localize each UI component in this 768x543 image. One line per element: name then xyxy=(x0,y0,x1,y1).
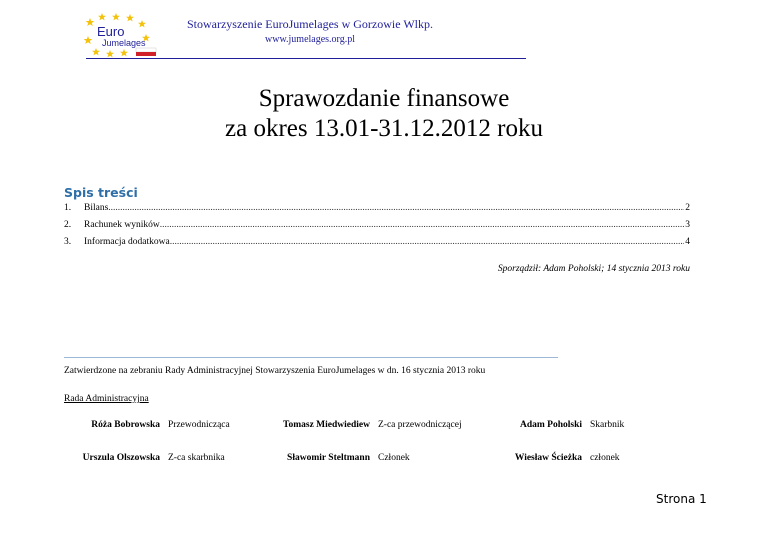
toc-entry-page: 4 xyxy=(685,237,690,247)
member-name: Sławomir Steltmann xyxy=(287,453,370,463)
member-role: Przewodnicząca xyxy=(168,420,230,430)
member-name: Urszula Olszowska xyxy=(82,453,160,463)
toc-entry-page: 3 xyxy=(685,220,690,230)
member-name: Tomasz Miedwiediew xyxy=(283,420,370,430)
toc-heading: Spis treści xyxy=(64,185,138,200)
council-member xyxy=(250,453,410,463)
toc-leader-dots xyxy=(108,203,684,213)
header-divider xyxy=(86,58,526,59)
document-period: za okres 13.01-31.12.2012 roku xyxy=(225,115,543,142)
toc-entry-number: 1. xyxy=(64,203,72,213)
table-of-contents xyxy=(64,203,690,254)
toc-entry-number: 2. xyxy=(64,220,72,230)
flag-red-stripe xyxy=(136,52,156,56)
member-name: Róża Bobrowska xyxy=(91,420,160,430)
logo-text-euro: Euro xyxy=(97,24,125,39)
flag-white-stripe xyxy=(136,48,156,52)
toc-entry-number: 3. xyxy=(64,237,72,247)
member-role: Z-ca skarbnika xyxy=(168,453,225,463)
council-member xyxy=(490,420,624,430)
section-divider xyxy=(64,357,558,358)
eurojumelages-logo xyxy=(84,12,160,58)
toc-entry-title: Informacja dodatkowa xyxy=(84,237,170,247)
organization-website[interactable]: www.jumelages.org.pl xyxy=(265,34,355,45)
approval-statement: Zatwierdzone na zebraniu Rady Administracyjnej Stowarzyszenia EuroJumelages w dn. 16 stycznia 2013 roku xyxy=(64,366,486,376)
toc-entry-title: Bilans xyxy=(84,203,109,213)
member-role: Członek xyxy=(378,453,410,463)
prepared-by-note: Sporządził: Adam Poholski; 14 stycznia 2013 roku xyxy=(497,264,690,274)
member-role: Z-ca przewodniczącej xyxy=(378,420,462,430)
logo-text-jumelages: Jumelages xyxy=(102,38,146,48)
council-member xyxy=(250,420,462,430)
document-title: Sprawozdanie finansowe xyxy=(258,85,510,112)
toc-entry[interactable] xyxy=(64,237,690,254)
council-member xyxy=(64,420,230,430)
toc-entry[interactable] xyxy=(64,203,690,220)
toc-entry[interactable] xyxy=(64,220,690,237)
toc-entry-title: Rachunek wyników xyxy=(84,220,160,230)
member-role: członek xyxy=(590,453,620,463)
council-heading: Rada Administracyjna xyxy=(64,394,149,404)
council-member xyxy=(64,453,225,463)
member-role: Skarbnik xyxy=(590,420,625,430)
toc-leader-dots xyxy=(160,220,685,230)
member-name: Adam Poholski xyxy=(519,420,582,430)
organization-name: Stowarzyszenie EuroJumelages w Gorzowie Wlkp. xyxy=(186,17,434,31)
council-member xyxy=(490,453,620,463)
page-number: Strona 1 xyxy=(656,492,707,506)
toc-entry-page: 2 xyxy=(685,203,690,213)
member-name: Wiesław Ścieżka xyxy=(514,453,582,463)
toc-leader-dots xyxy=(170,237,685,247)
